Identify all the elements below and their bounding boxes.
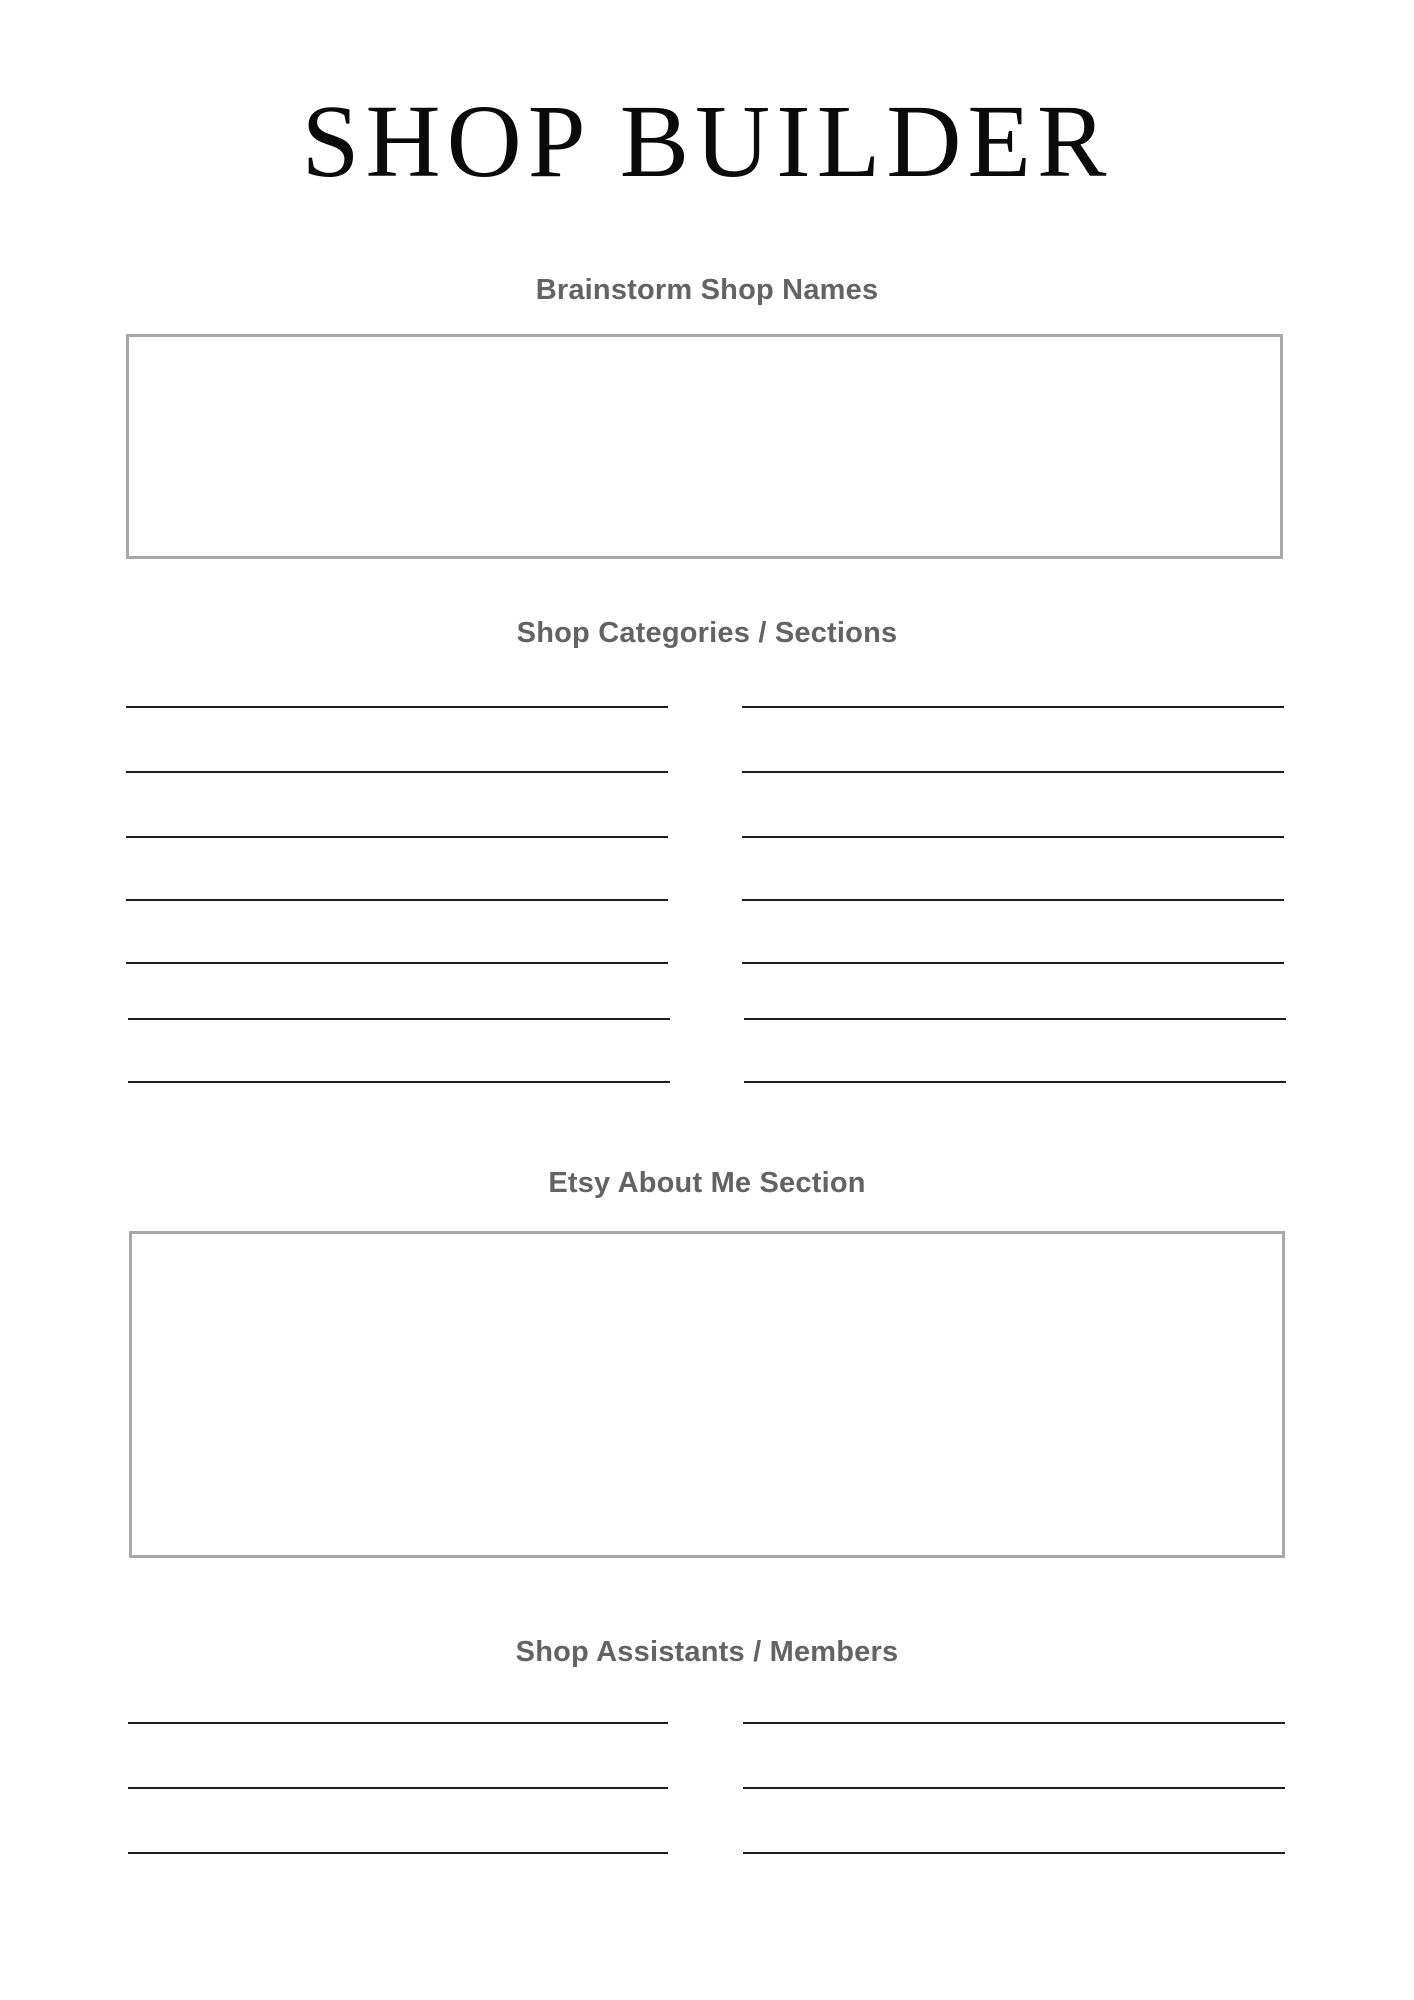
assistant-line-right-1[interactable] bbox=[743, 1722, 1285, 1724]
category-line-right-2[interactable] bbox=[742, 771, 1284, 773]
category-line-right-6[interactable] bbox=[744, 1018, 1286, 1020]
section-heading-brainstorm: Brainstorm Shop Names bbox=[535, 274, 879, 306]
category-line-right-7[interactable] bbox=[744, 1081, 1286, 1083]
category-line-left-4[interactable] bbox=[126, 899, 668, 901]
section-heading-categories: Shop Categories / Sections bbox=[516, 617, 898, 649]
category-line-left-6[interactable] bbox=[128, 1018, 670, 1020]
category-line-right-5[interactable] bbox=[742, 962, 1284, 964]
brainstorm-names-box[interactable] bbox=[126, 334, 1283, 559]
category-line-left-2[interactable] bbox=[126, 771, 668, 773]
category-line-right-3[interactable] bbox=[742, 836, 1284, 838]
assistant-line-right-2[interactable] bbox=[743, 1787, 1285, 1789]
category-line-left-5[interactable] bbox=[126, 962, 668, 964]
assistant-line-right-3[interactable] bbox=[743, 1852, 1285, 1854]
assistant-line-left-3[interactable] bbox=[128, 1852, 668, 1854]
category-line-left-7[interactable] bbox=[128, 1081, 670, 1083]
section-heading-assistants: Shop Assistants / Members bbox=[515, 1636, 899, 1668]
category-line-left-3[interactable] bbox=[126, 836, 668, 838]
category-line-right-4[interactable] bbox=[742, 899, 1284, 901]
section-heading-about: Etsy About Me Section bbox=[548, 1167, 866, 1199]
assistant-line-left-1[interactable] bbox=[128, 1722, 668, 1724]
category-line-left-1[interactable] bbox=[126, 706, 668, 708]
category-line-right-1[interactable] bbox=[742, 706, 1284, 708]
about-me-box[interactable] bbox=[129, 1231, 1285, 1558]
assistant-line-left-2[interactable] bbox=[128, 1787, 668, 1789]
page-title: SHOP BUILDER bbox=[301, 84, 1113, 199]
